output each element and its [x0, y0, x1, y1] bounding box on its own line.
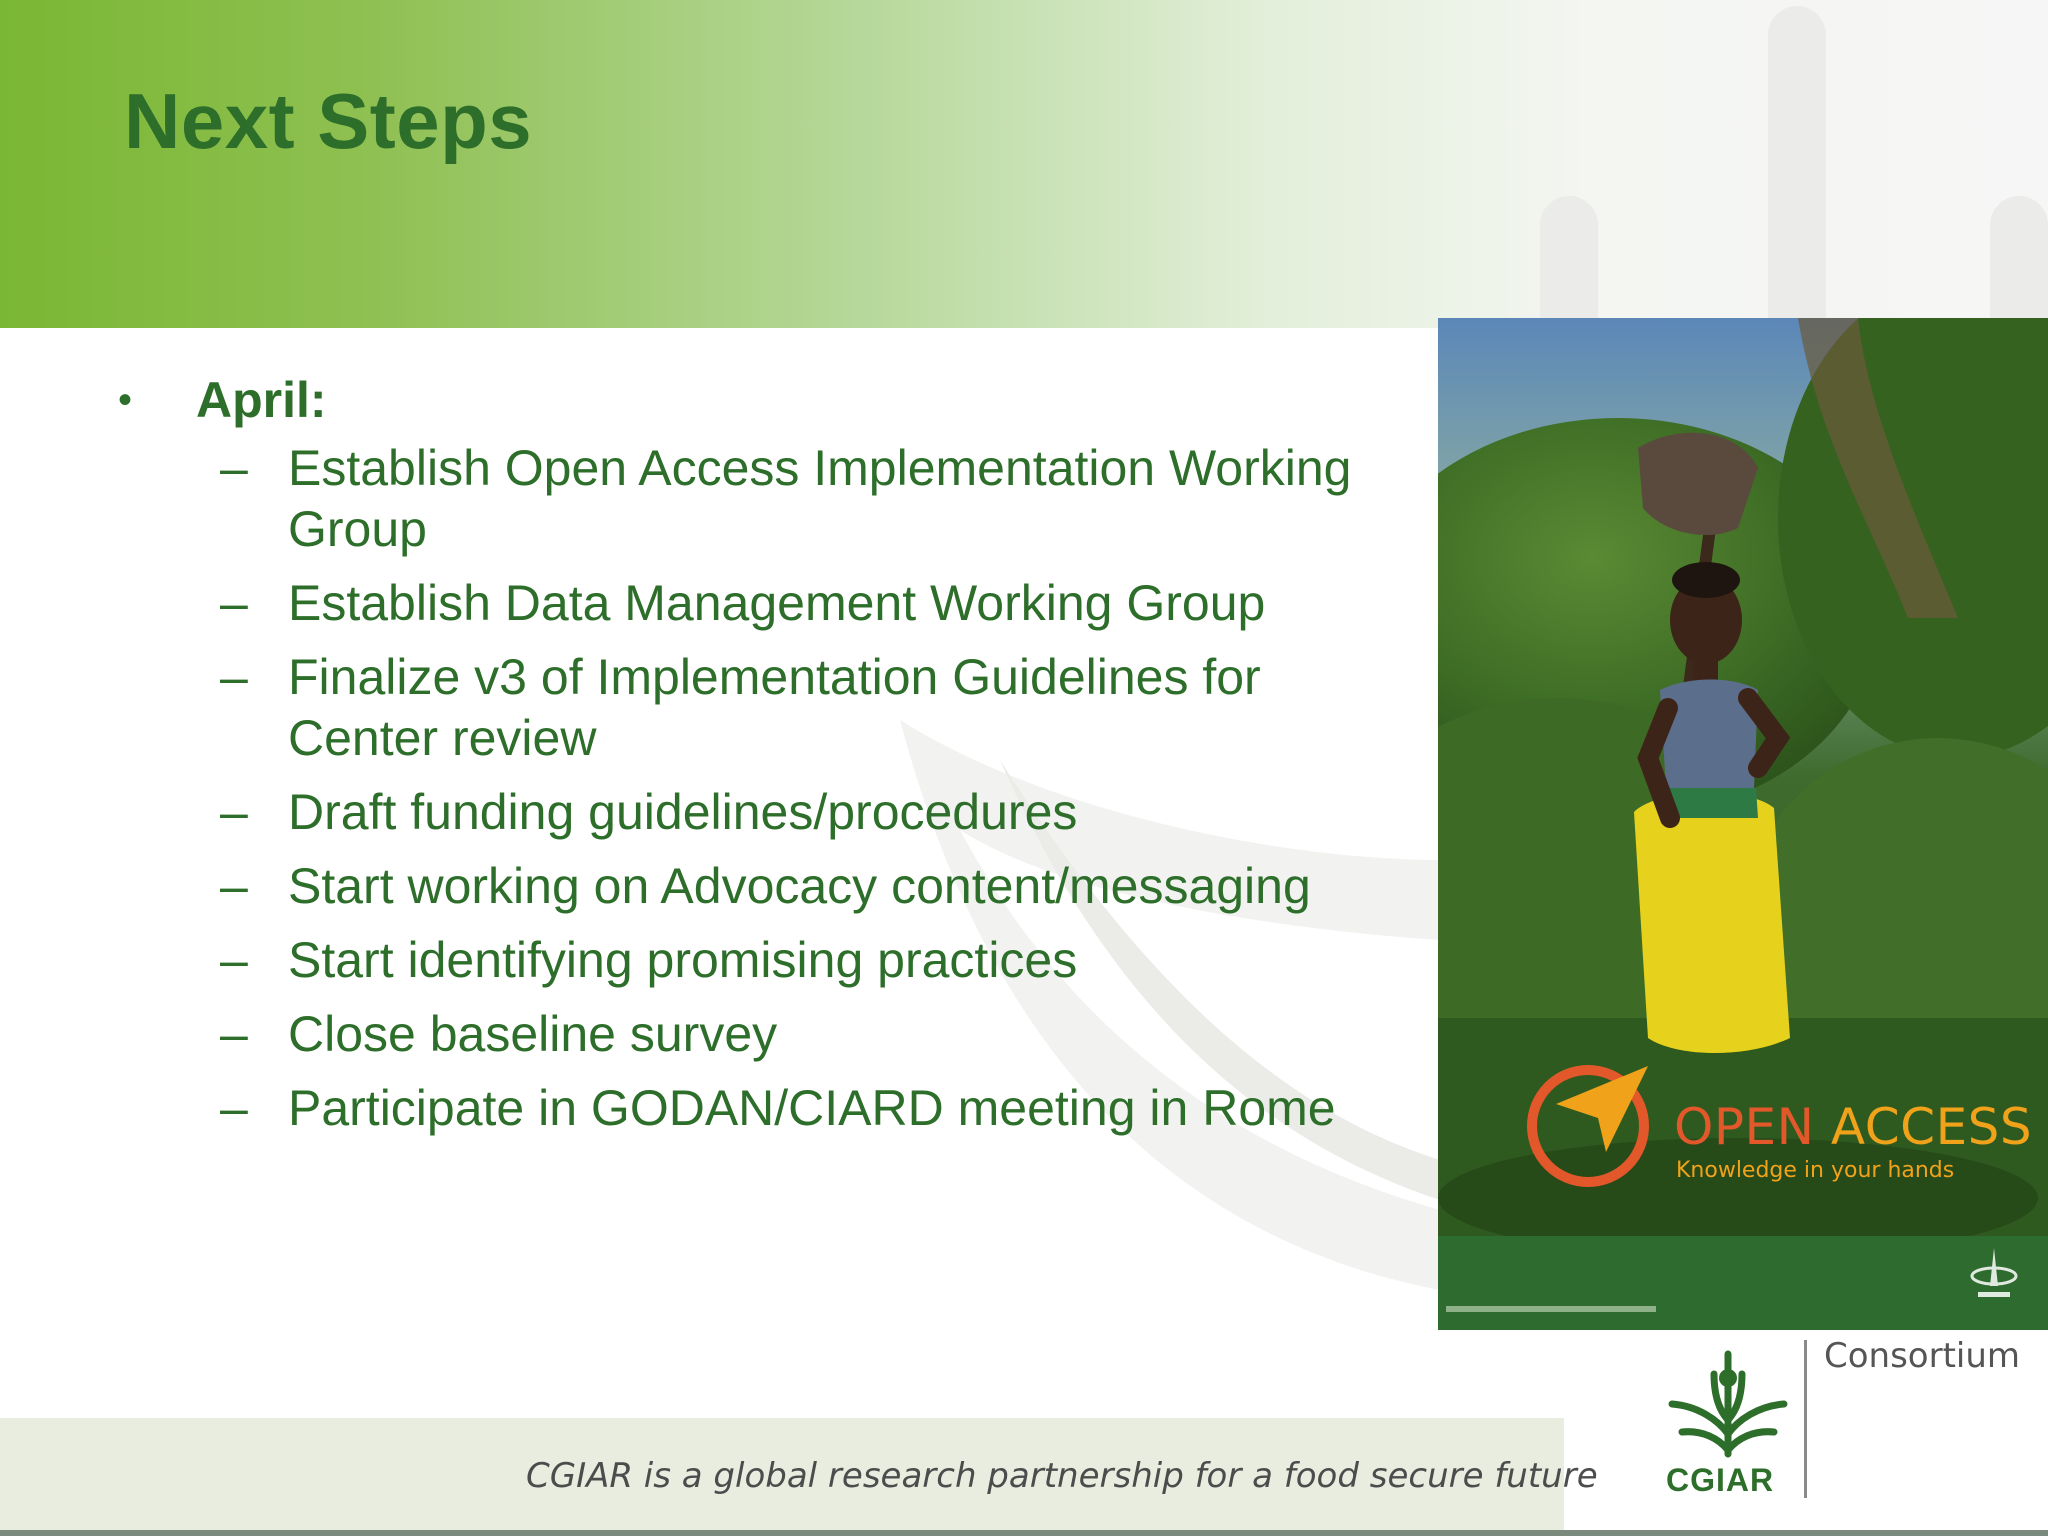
dash-icon: –: [220, 575, 248, 631]
bottom-divider: [0, 1530, 2048, 1536]
logo-consortium: Consortium: [1824, 1336, 2021, 1376]
list-item: [118, 573, 1418, 634]
list-item: [118, 930, 1418, 991]
sub-list: [118, 438, 1418, 1139]
list-item-text: Start working on Advocacy content/messaging: [288, 858, 1311, 914]
page-title: Next Steps: [124, 77, 533, 165]
list-item: [118, 782, 1418, 843]
dash-icon: –: [220, 649, 248, 705]
open-access-cover-image: [1438, 318, 2048, 1330]
logo-name: CGIAR: [1666, 1462, 1775, 1498]
footer-tagline: CGIAR is a global research partnership for a food secure future: [526, 1456, 1598, 1496]
cover-heading-access: ACCESS: [1830, 1098, 2033, 1156]
list-item: [118, 856, 1418, 917]
bullet-dot-icon: •: [118, 378, 133, 422]
list-item: [118, 1004, 1418, 1065]
list-item-text: Draft funding guidelines/procedures: [288, 784, 1078, 840]
cover-subheading: Knowledge in your hands: [1676, 1158, 1955, 1183]
list-item-text: Participate in GODAN/CIARD meeting in Rome: [288, 1080, 1336, 1136]
dash-icon: –: [220, 858, 248, 914]
dash-icon: –: [220, 1006, 248, 1062]
dash-icon: –: [220, 784, 248, 840]
bullet-list: [118, 368, 1418, 1152]
cover-heading: [1674, 1098, 2032, 1156]
dash-icon: –: [220, 932, 248, 988]
dash-icon: –: [220, 440, 248, 496]
wheat-icon: [1658, 1334, 1798, 1464]
list-item-text: Start identifying promising practices: [288, 932, 1078, 988]
list-item: [118, 438, 1418, 560]
list-item: [118, 647, 1418, 769]
logo-divider: [1804, 1340, 1807, 1498]
bullet-label: April:: [196, 372, 327, 428]
list-item-text: Establish Data Management Working Group: [288, 575, 1266, 631]
cover-heading-open: OPEN: [1674, 1098, 1815, 1156]
list-item-text: Finalize v3 of Implementation Guidelines for Center review: [288, 649, 1261, 766]
list-item: [118, 1078, 1418, 1139]
cgiar-logo: [1640, 1330, 2048, 1530]
list-item-text: Close baseline survey: [288, 1006, 778, 1062]
bullet-item: [118, 368, 1418, 432]
list-item-text: Establish Open Access Implementation Working Group: [288, 440, 1352, 557]
dash-icon: –: [220, 1080, 248, 1136]
